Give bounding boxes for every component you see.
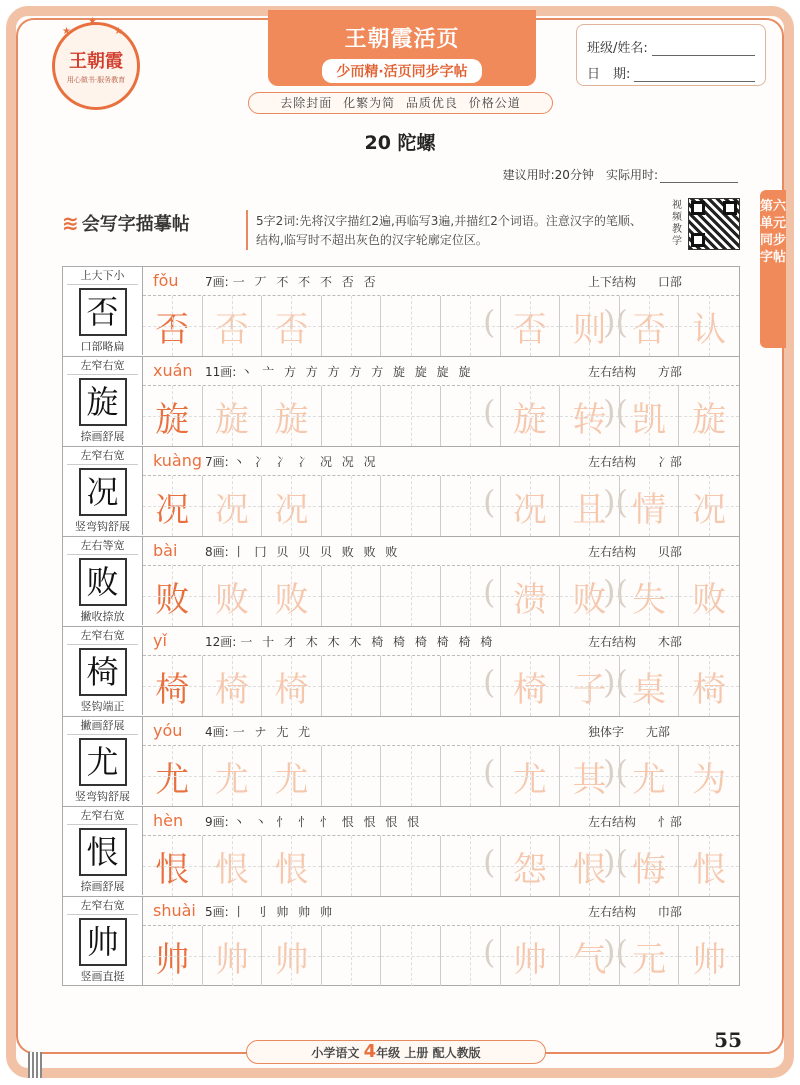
word-cell[interactable]: 恨 [560,836,620,896]
reference-character: 况 [79,468,127,516]
practice-row [62,896,740,986]
pinyin: fǒu [153,271,179,290]
word-cell[interactable]: 为 [679,746,739,806]
structure-tip-bottom: 竖弯钩舒展 [75,790,130,803]
reference-character: 尤 [79,738,127,786]
word-cell[interactable]: 况 [501,476,561,536]
date-label: 日 期: [587,67,631,82]
practice-row [62,446,740,536]
writing-cell[interactable] [322,926,382,986]
reference-box [63,357,143,445]
brand-banner [268,10,536,86]
practice-row [62,626,740,716]
structure-tip-bottom: 捺画舒展 [80,880,125,893]
structure-tip-bottom: 捺画舒展 [80,430,125,443]
paren-icon: )( [603,483,628,521]
logo-text: 王朝霞 [69,51,123,72]
word-cell[interactable]: 椅 [501,656,561,716]
star-icon: ★ [88,16,97,27]
writing-cell[interactable]: 否 [203,296,263,356]
writing-cell[interactable] [381,566,441,626]
writing-cell[interactable] [322,296,382,356]
wave-icon: ≋ [62,211,76,235]
student-info-box [576,24,766,86]
footer-volume: 上册 [404,1046,429,1060]
page-number: 55 [714,1028,742,1052]
writing-cell[interactable]: 旋 [143,386,203,446]
writing-grid [143,475,739,535]
stroke-sequence: 丨 刂 帅 帅 帅 [232,905,335,919]
stroke-order [205,723,313,740]
stroke-count: 7画: [205,275,229,289]
paren-icon: ( [483,933,496,971]
star-icon: ★ [62,26,71,37]
pinyin: hèn [153,811,184,830]
word-cell[interactable]: 悔 [620,836,680,896]
structure-radical: 独体字 尢部 [588,725,670,739]
word-cell[interactable]: 椅 [679,656,739,716]
structure-tip-bottom: 口部略扁 [80,340,125,353]
pinyin: yóu [153,721,183,740]
paren-icon: )( [603,573,628,611]
writing-cell[interactable]: 况 [203,476,263,536]
word-cell[interactable]: 恨 [679,836,739,896]
writing-cell[interactable] [381,476,441,536]
structure-radical: 左右结构 贝部 [588,545,682,559]
structure-tip-top: 左窄右宽 [67,627,138,645]
structure-tip-top: 左窄右宽 [67,447,138,465]
stroke-count: 8画: [205,545,229,559]
writing-cell[interactable] [381,746,441,806]
actual-time-label: 实际用时: [605,168,658,182]
paren-icon: )( [603,303,628,341]
word-cell[interactable]: 败 [560,566,620,626]
stroke-order [205,363,473,380]
practice-row [62,716,740,806]
pinyin: kuàng [153,451,203,470]
practice-row [62,266,740,356]
word-cell[interactable]: 败 [679,566,739,626]
structure-tip-top: 左右等宽 [67,537,138,555]
paren-icon: ( [483,573,496,611]
paren-icon: )( [603,753,628,791]
word-cell[interactable]: 凯 [620,386,680,446]
writing-cell[interactable]: 败 [203,566,263,626]
stroke-count: 11画: [205,365,237,379]
reference-box [63,807,143,895]
writing-cell[interactable]: 尤 [262,746,322,806]
reference-character: 帅 [79,918,127,966]
word-cell[interactable]: 尤 [620,746,680,806]
word-cell[interactable]: 元 [620,926,680,986]
reference-character: 旋 [79,378,127,426]
word-cell[interactable]: 认 [679,296,739,356]
paren-icon: )( [603,933,628,971]
structure-tip-bottom: 撇收捺放 [80,610,125,623]
section-header [62,210,190,236]
word-cell[interactable]: 怨 [501,836,561,896]
writing-grid [143,565,739,625]
writing-cell[interactable]: 恨 [143,836,203,896]
writing-cell[interactable] [322,746,382,806]
stroke-sequence: 一 丆 不 不 不 否 否 [232,275,379,289]
paren-icon: ( [483,303,496,341]
footer-badge [246,1040,546,1064]
stroke-count: 12画: [205,635,237,649]
word-cell[interactable]: 气 [560,926,620,986]
paren-icon: ( [483,393,496,431]
writing-cell[interactable]: 帅 [143,926,203,986]
structure-tip-top: 上大下小 [67,267,138,285]
qr-code-icon[interactable] [688,198,740,250]
reference-character: 恨 [79,828,127,876]
reference-box [63,267,143,355]
writing-cell[interactable]: 况 [143,476,203,536]
paren-icon: ( [483,483,496,521]
stroke-count: 7画: [205,455,229,469]
star-icon: ★ [114,26,123,37]
word-cell[interactable]: 子 [560,656,620,716]
writing-cell[interactable]: 椅 [143,656,203,716]
writing-cell[interactable]: 旋 [203,386,263,446]
paren-icon: ( [483,663,496,701]
structure-tip-bottom: 竖钩端正 [80,700,125,713]
writing-grid [143,385,739,445]
word-cell[interactable]: 帅 [679,926,739,986]
writing-cell[interactable]: 败 [262,566,322,626]
writing-grid [143,925,739,985]
stroke-count: 4画: [205,725,229,739]
practice-row [62,806,740,896]
writing-cell[interactable] [322,386,382,446]
paren-icon: )( [603,843,628,881]
stroke-sequence: 一 十 才 木 木 木 椅 椅 椅 椅 椅 椅 [240,635,496,649]
suggested-time: 建议用时:20分钟 [502,168,594,182]
writing-cell[interactable] [322,566,382,626]
word-cell[interactable]: 则 [560,296,620,356]
structure-radical: 左右结构 忄部 [588,815,682,829]
structure-tip-top: 左窄右宽 [67,897,138,915]
actual-time-field[interactable] [660,169,738,183]
writing-cell[interactable]: 旋 [262,386,322,446]
writing-cell[interactable] [322,476,382,536]
writing-grid [143,655,739,715]
writing-cell[interactable] [322,656,382,716]
stroke-sequence: 丶 冫 冫 冫 况 况 况 [232,455,379,469]
pinyin: yǐ [153,631,167,650]
word-cell[interactable]: 况 [679,476,739,536]
paren-icon: )( [603,663,628,701]
word-cell[interactable]: 失 [620,566,680,626]
writing-cell[interactable] [381,296,441,356]
instructions: 5字2词:先将汉字描红2遍,再临写3遍,并描红2个词语。注意汉字的笔顺、结构,临写时不超出灰色的汉字轮廓定位区。 [256,214,642,247]
writing-cell[interactable] [381,926,441,986]
word-cell[interactable]: 且 [560,476,620,536]
writing-cell[interactable]: 帅 [203,926,263,986]
structure-radical: 左右结构 冫部 [588,455,682,469]
time-row [503,166,738,183]
stroke-count: 5画: [205,905,229,919]
qr-label: 视频教学 [672,200,682,247]
banner-title: 王朝霞活页 [344,27,460,52]
writing-cell[interactable]: 否 [262,296,322,356]
pinyin: bài [153,541,178,560]
banner-subtitle: 少而精·活页同步字帖 [322,59,481,83]
reference-box [63,897,143,985]
stroke-order [205,273,379,290]
writing-grid [143,835,739,895]
footer-grade-number: 4 [363,1041,377,1062]
structure-tip-top: 撇画舒展 [67,717,138,735]
writing-cell[interactable]: 椅 [262,656,322,716]
paren-icon: ( [483,843,496,881]
section-title: 会写字描摹帖 [81,214,190,235]
writing-cell[interactable]: 帅 [262,926,322,986]
writing-cell[interactable]: 恨 [203,836,263,896]
writing-cell[interactable]: 况 [262,476,322,536]
reference-box [63,627,143,715]
writing-grid [143,745,739,805]
writing-cell[interactable]: 否 [143,296,203,356]
structure-radical: 左右结构 巾部 [588,905,682,919]
word-cell[interactable]: 溃 [501,566,561,626]
stroke-sequence: 一 ナ 尢 尤 [232,725,314,739]
structure-tip-bottom: 竖画直挺 [80,970,125,983]
writing-cell[interactable] [381,836,441,896]
structure-tip-top: 左窄右宽 [67,357,138,375]
pinyin: shuài [153,901,196,920]
barcode-icon [28,1052,42,1078]
paren-icon: ( [483,753,496,791]
date-field[interactable] [634,66,755,82]
writing-cell[interactable] [381,386,441,446]
reference-character: 否 [79,288,127,336]
writing-grid [143,295,739,355]
stroke-sequence: 丨 冂 贝 贝 贝 败 败 败 [232,545,401,559]
word-cell[interactable]: 旋 [679,386,739,446]
stroke-order [205,903,335,920]
stroke-order [205,813,422,830]
practice-rows [62,266,740,986]
reference-box [63,717,143,805]
stroke-order [205,633,495,650]
word-cell[interactable]: 情 [620,476,680,536]
footer-grade-suffix: 年级 [376,1046,401,1060]
paren-icon: )( [603,393,628,431]
reference-box [63,447,143,535]
reference-character: 椅 [79,648,127,696]
class-name-field[interactable] [652,40,755,56]
structure-tip-top: 左窄右宽 [67,807,138,825]
stroke-count: 9画: [205,815,229,829]
word-cell[interactable]: 转 [560,386,620,446]
stroke-sequence: 丶 亠 方 方 方 方 方 旋 旋 旋 旋 [240,365,474,379]
class-name-label: 班级/姓名: [587,41,648,56]
word-cell[interactable]: 帅 [501,926,561,986]
word-cell[interactable]: 桌 [620,656,680,716]
structure-radical: 左右结构 方部 [588,365,682,379]
writing-cell[interactable] [381,656,441,716]
logo-tagline: 用心做书·服务教育 [66,76,126,84]
reference-character: 败 [79,558,127,606]
writing-cell[interactable]: 恨 [262,836,322,896]
structure-tip-bottom: 竖弯钩舒展 [75,520,130,533]
word-cell[interactable]: 尤 [501,746,561,806]
writing-cell[interactable]: 尤 [143,746,203,806]
word-cell[interactable]: 其 [560,746,620,806]
writing-cell[interactable]: 败 [143,566,203,626]
word-cell[interactable]: 旋 [501,386,561,446]
unit-side-tab: 第六单元同步字帖 [760,190,786,348]
structure-radical: 左右结构 木部 [588,635,682,649]
stroke-order [205,543,400,560]
practice-row [62,356,740,446]
lesson-title: 20 陀螺 [364,132,436,154]
slogan: 去除封面 化繁为简 品质优良 价格公道 [248,92,553,114]
word-cell[interactable]: 否 [620,296,680,356]
writing-cell[interactable]: 尤 [203,746,263,806]
reference-box [63,537,143,625]
writing-cell[interactable] [322,836,382,896]
stroke-order [205,453,379,470]
footer-subject: 小学语文 [311,1046,360,1060]
section-divider [246,210,248,250]
practice-row [62,536,740,626]
stroke-sequence: 丶 丶 忄 忄 忄 恨 恨 恨 恨 [232,815,423,829]
word-cell[interactable]: 否 [501,296,561,356]
pinyin: xuán [153,361,193,380]
footer-edition: 配人教版 [432,1046,481,1060]
structure-radical: 上下结构 口部 [588,275,682,289]
writing-cell[interactable]: 椅 [203,656,263,716]
